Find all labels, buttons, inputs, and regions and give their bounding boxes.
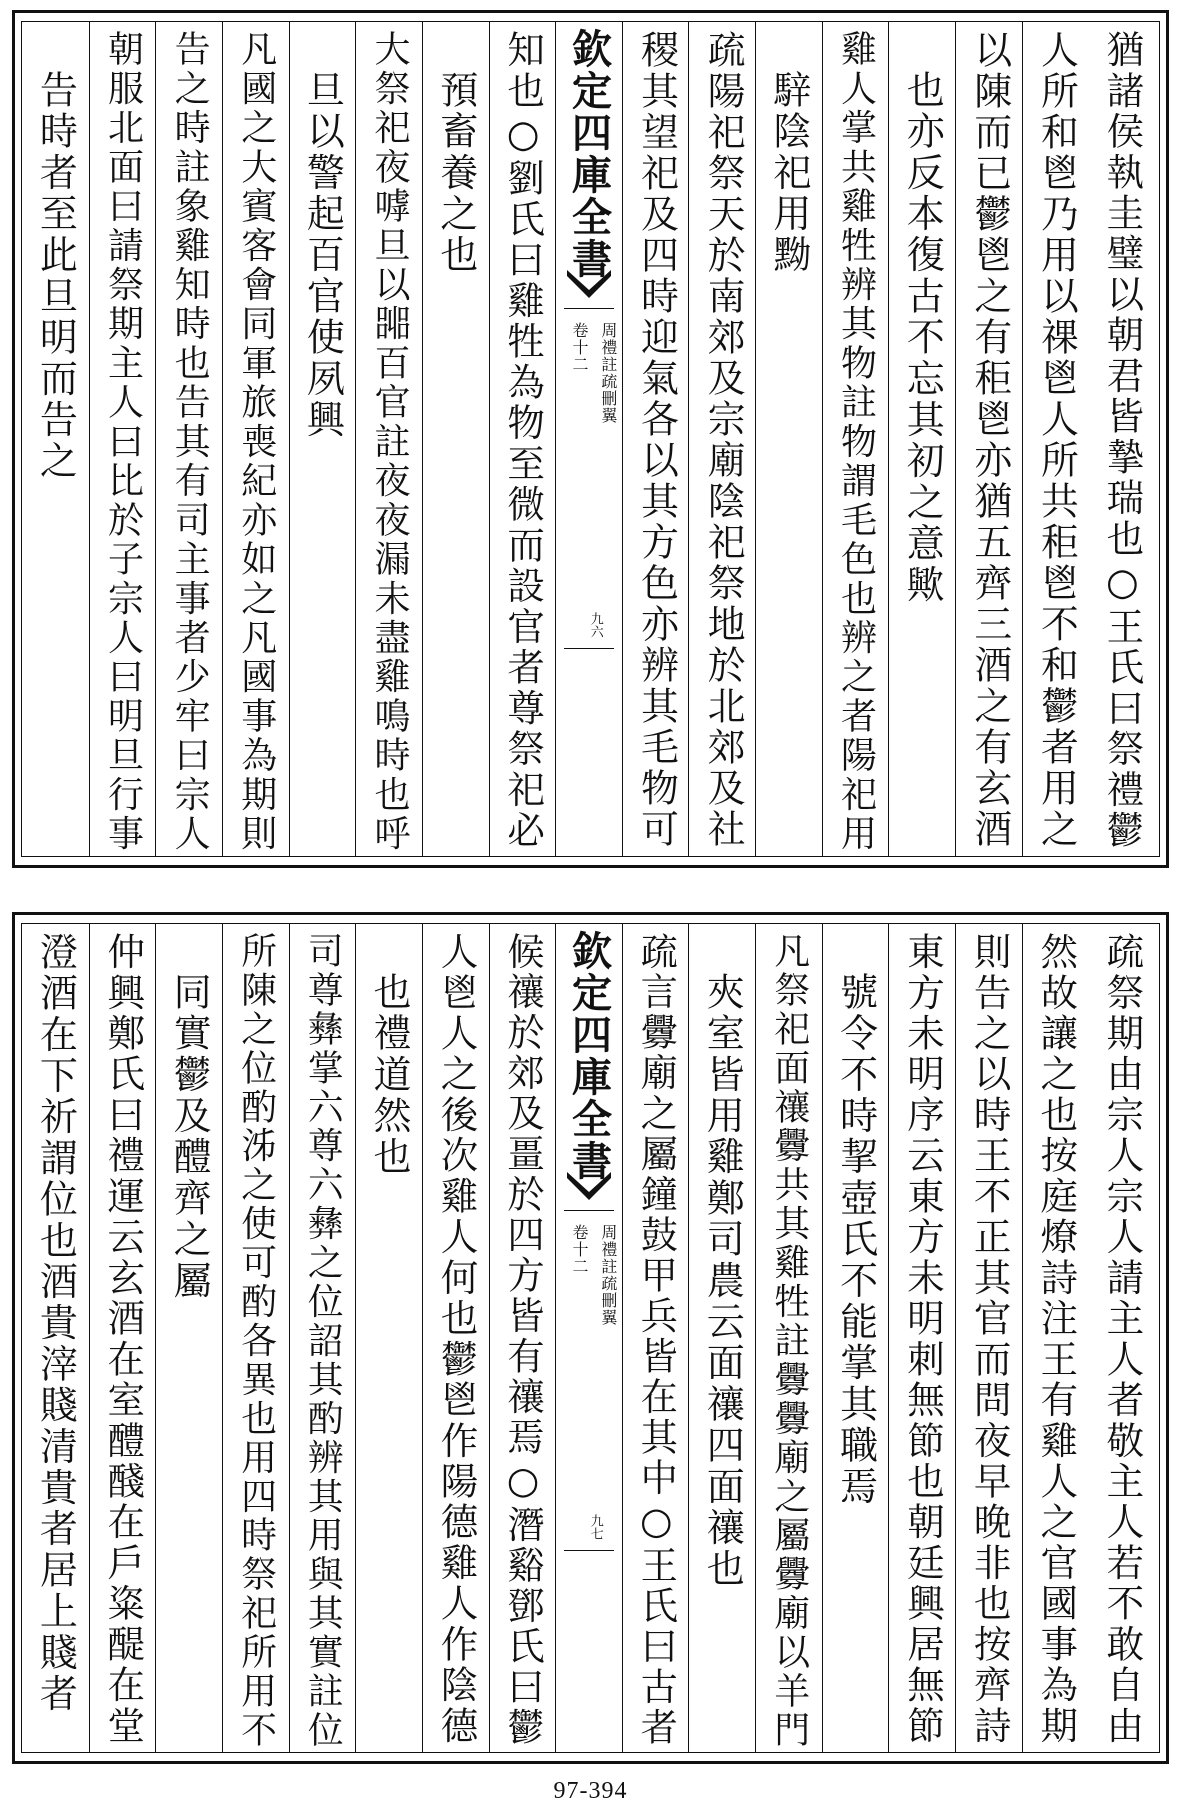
column-text: 候禳於郊及畺於四方皆有禳焉○潛谿鄧氏曰鬱	[500, 932, 545, 1748]
column-text: 告時者至此旦明而告之	[33, 70, 78, 482]
column-text: 知也○劉氏曰雞牲為物至微而設官者尊祭祀必	[501, 30, 546, 852]
text-column	[355, 22, 422, 856]
text-column	[422, 924, 489, 1752]
folio-rule	[564, 648, 614, 649]
text-column	[422, 22, 489, 856]
column-text: 疏言釁廟之屬鐘鼓甲兵皆在其中○王氏曰古者	[634, 932, 679, 1748]
column-text: 猶諸侯執圭璧以朝君皆摯瑞也○王氏曰祭禮鬱	[1100, 30, 1145, 852]
column-text: 仲興鄭氏曰禮運云玄酒在室醴醆在戶粢醍在堂	[101, 932, 146, 1747]
column-text: 預畜養之也	[433, 70, 478, 276]
column-text: 旦以警起百官使夙興	[300, 70, 345, 441]
column-text: 同實鬱及醴齊之屬	[167, 972, 212, 1302]
bottom-page-frame	[21, 923, 1160, 1753]
column-text: 騂陰祀用黝	[766, 70, 811, 276]
text-column	[222, 924, 289, 1752]
column-text: 東方未明序云東方未明刺無節也朝廷興居無節	[900, 932, 945, 1747]
column-text: 雞人掌共雞牲辨其物註物謂毛色也辨之者陽祀用	[835, 30, 877, 854]
text-column	[22, 924, 89, 1752]
top-page	[12, 10, 1169, 868]
column-text: 大祭祀夜嘑旦以嘂百官註夜夜漏未盡雞鳴時也呼	[369, 30, 411, 854]
bottom-page	[12, 912, 1169, 1764]
column-text: 也禮道然也	[367, 972, 412, 1178]
text-column	[489, 924, 556, 1752]
juan-number: 卷十二	[569, 1224, 589, 1275]
text-column	[289, 924, 356, 1752]
text-column	[955, 924, 1022, 1752]
column-text: 號令不時挈壺氏不能掌其職焉	[833, 972, 878, 1508]
column-text: 人所和鬯乃用以祼鬯人所共秬鬯不和鬱者用之	[1034, 30, 1079, 851]
text-column	[355, 924, 422, 1752]
folio-number: 九六	[587, 612, 603, 638]
text-column	[222, 22, 289, 856]
column-text: 稷其望祀及四時迎氣各以其方色亦辨其毛物可	[634, 30, 679, 851]
column-text: 凡祭祀面禳釁共其雞牲註釁釁廟之屬釁廟以羊門	[768, 932, 810, 1750]
fishtail-rule	[564, 308, 614, 309]
folio-number: 九七	[587, 1514, 603, 1540]
column-text: 夾室皆用雞鄭司農云面禳四面禳也	[700, 972, 745, 1590]
text-column	[822, 22, 889, 856]
text-column	[155, 924, 222, 1752]
column-text: 然故讓之也按庭燎詩注王有雞人之官國事為期	[1034, 932, 1079, 1747]
top-page-frame	[21, 21, 1160, 857]
column-text: 凡國之大賓客會同軍旅喪紀亦如之凡國事為期則	[235, 30, 277, 854]
column-text: 疏祭期由宗人宗人請主人者敬主人若不敢自由	[1100, 932, 1145, 1747]
column-text: 澄酒在下祈謂位也酒貴滓賤清貴者居上賤者	[33, 932, 78, 1715]
column-text: 司尊彝掌六尊六彝之位詔其酌辨其用與其實註位	[302, 932, 344, 1750]
text-column	[955, 22, 1022, 856]
column-text: 所陳之位酌泲之使可酌各異也用四時祭祀所用不	[235, 932, 277, 1750]
book-name: 周禮註疏刪翼	[598, 1224, 618, 1326]
fishtail-rule	[564, 1210, 614, 1211]
column-text: 則告之以時王不正其官而問夜早晚非也按齊詩	[967, 932, 1012, 1747]
text-column	[1022, 924, 1089, 1752]
column-text: 人鬯人之後次雞人何也鬱鬯作陽德雞人作陰德	[434, 932, 479, 1747]
column-text: 也亦反本復古不忘其初之意歟	[900, 70, 945, 606]
text-column	[1088, 924, 1155, 1752]
fishtail-mark-icon	[567, 268, 611, 308]
text-column	[755, 924, 822, 1752]
book-name: 周禮註疏刪翼	[598, 322, 618, 424]
text-column	[1022, 22, 1089, 856]
center-fold-column	[555, 924, 622, 1752]
text-column	[688, 924, 755, 1752]
text-column	[22, 22, 89, 856]
text-column	[89, 924, 156, 1752]
column-text: 以陳而已鬱鬯之有秬鬯亦猶五齊三酒之有玄酒	[967, 30, 1012, 851]
column-text: 疏陽祀祭天於南郊及宗廟陰祀祭地於北郊及社	[701, 30, 746, 851]
text-column	[755, 22, 822, 856]
text-column	[489, 22, 556, 856]
text-column	[622, 924, 689, 1752]
text-column	[622, 22, 689, 856]
juan-number: 卷十二	[569, 322, 589, 373]
column-text: 朝服北面曰請祭期主人曰比於子宗人曰明旦行事	[102, 30, 144, 854]
text-column	[688, 22, 755, 856]
header-title: 欽定四庫全書	[565, 28, 613, 280]
column-text: 告之時註象雞知時也告其有司主事者少牢曰宗人	[169, 30, 211, 854]
header-title: 欽定四庫全書	[565, 930, 613, 1182]
page-reference-number: 97-394	[553, 1778, 628, 1804]
text-column	[888, 22, 955, 856]
text-column	[155, 22, 222, 856]
text-column	[1088, 22, 1155, 856]
folio-rule	[564, 1550, 614, 1551]
text-column	[822, 924, 889, 1752]
text-column	[888, 924, 955, 1752]
text-column	[89, 22, 156, 856]
text-column	[289, 22, 356, 856]
center-fold-column	[555, 22, 622, 856]
fishtail-mark-icon	[567, 1170, 611, 1210]
